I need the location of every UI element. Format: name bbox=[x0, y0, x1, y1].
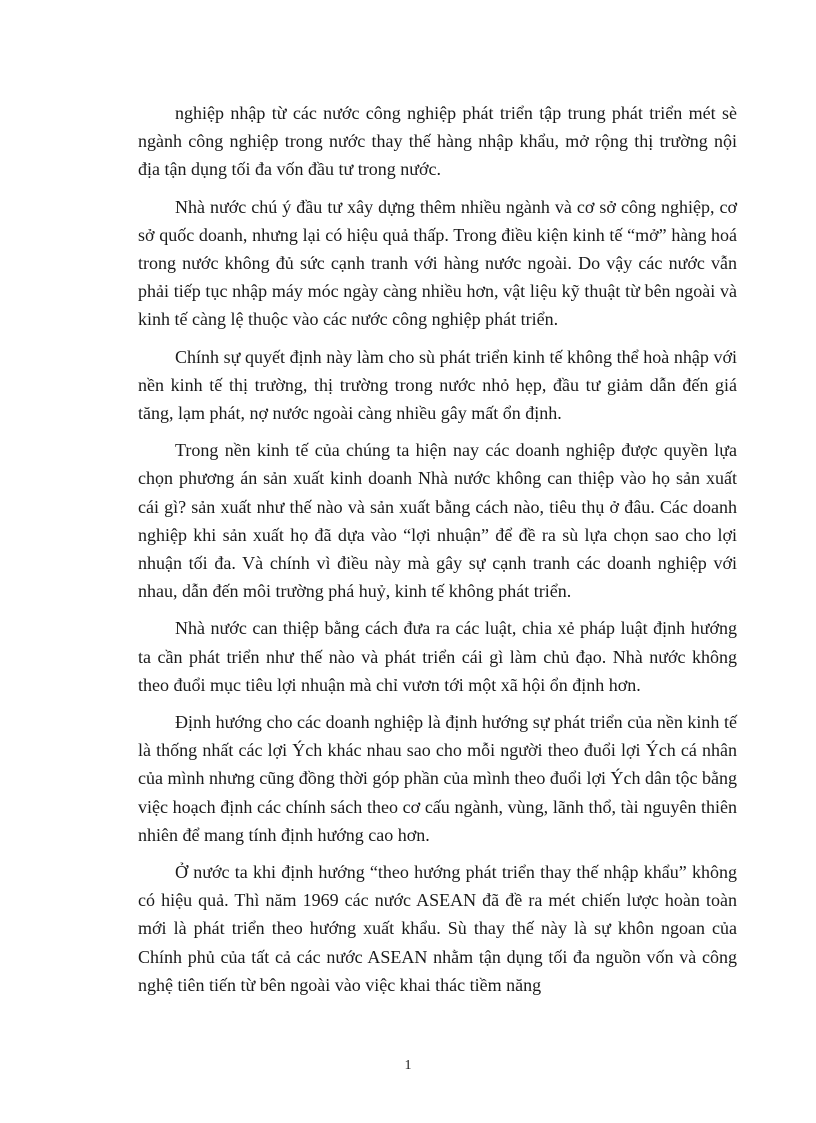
page-number: 1 bbox=[404, 1058, 412, 1073]
paragraph-7: Ở nước ta khi định hướng “theo hướng phát triển thay thế nhập khẩu” không có hiệu quả. Thì năm 1969 các nước ASEAN đã đề ra mét chiến lược hoàn toàn mới là phát triển theo hướng xuất khẩu. Sù thay thế này là sự khôn ngoan của Chính phủ của tất cả các nước ASEAN nhằm tận dụng tối đa nguồn vốn và công nghệ tiên tiến từ bên ngoài vào việc khai thác tiềm năng bbox=[138, 862, 737, 995]
paragraph-3: Chính sự quyết định này làm cho sù phát triển kinh tế không thể hoà nhập với nền kinh tế thị trường, thị trường trong nước nhỏ hẹp, đầu tư giảm dẫn đến giá tăng, lạm phát, nợ nước ngoài càng nhiều gây mất ổn định. bbox=[138, 346, 737, 424]
paragraph-2: Nhà nước chú ý đầu tư xây dựng thêm nhiều ngành và cơ sở công nghiệp, cơ sở quốc doanh, nhưng lại có hiệu quả thấp. Trong điều kiện kinh tế “mở” hàng hoá trong nước không đủ sức cạnh tranh với hàng nước ngoài. Do vậy các nước vẫn phải tiếp tục nhập máy móc ngày càng nhiều hơn, vật liệu kỹ thuật từ bên ngoài và kinh tế càng lệ thuộc vào các nước công nghiệp phát triển. bbox=[138, 196, 737, 330]
paragraph-6: Định hướng cho các doanh nghiệp là định hướng sự phát triển của nền kinh tế là thống nhất các lợi Ých khác nhau sao cho mỗi người theo đuổi lợi Ých cá nhân của mình nhưng cũng đồng thời góp phần của mình theo đuổi lợi Ých dân tộc bằng việc hoạch định các chính sách theo cơ cấu ngành, vùng, lãnh thổ, tài nguyên thiên nhiên để mang tính định hướng cao hơn. bbox=[138, 712, 737, 845]
body-text bbox=[138, 99, 737, 1008]
paragraph-5: Nhà nước can thiệp bằng cách đưa ra các luật, chia xẻ pháp luật định hướng ta cần phát triển như thế nào và phát triển cái gì làm chủ đạo. Nhà nước không theo đuổi mục tiêu lợi nhuận mà chỉ vươn tới một xã hội ổn định hơn. bbox=[138, 618, 737, 695]
paragraph-1: nghiệp nhập từ các nước công nghiệp phát triển tập trung phát triển mét sè ngành công nghiệp trong nước thay thế hàng nhập khẩu, mở rộng thị trường nội địa tận dụng tối đa vốn đầu tư trong nước. bbox=[138, 103, 737, 180]
paragraph-4: Trong nền kinh tế của chúng ta hiện nay các doanh nghiệp được quyền lựa chọn phương án sản xuất kinh doanh Nhà nước không can thiệp vào họ sản xuất cái gì? sản xuất như thế nào và sản xuất bằng cách nào, tiêu thụ ở đâu. Các doanh nghiệp khi sản xuất họ đã dựa vào “lợi nhuận” để đề ra sù lựa chọn sao cho lợi nhuận tối đa. Và chính vì điều này mà gây sự cạnh tranh các doanh nghiệp với nhau, dẫn đến môi trường phá huỷ, kinh tế không phát triển. bbox=[138, 440, 737, 602]
